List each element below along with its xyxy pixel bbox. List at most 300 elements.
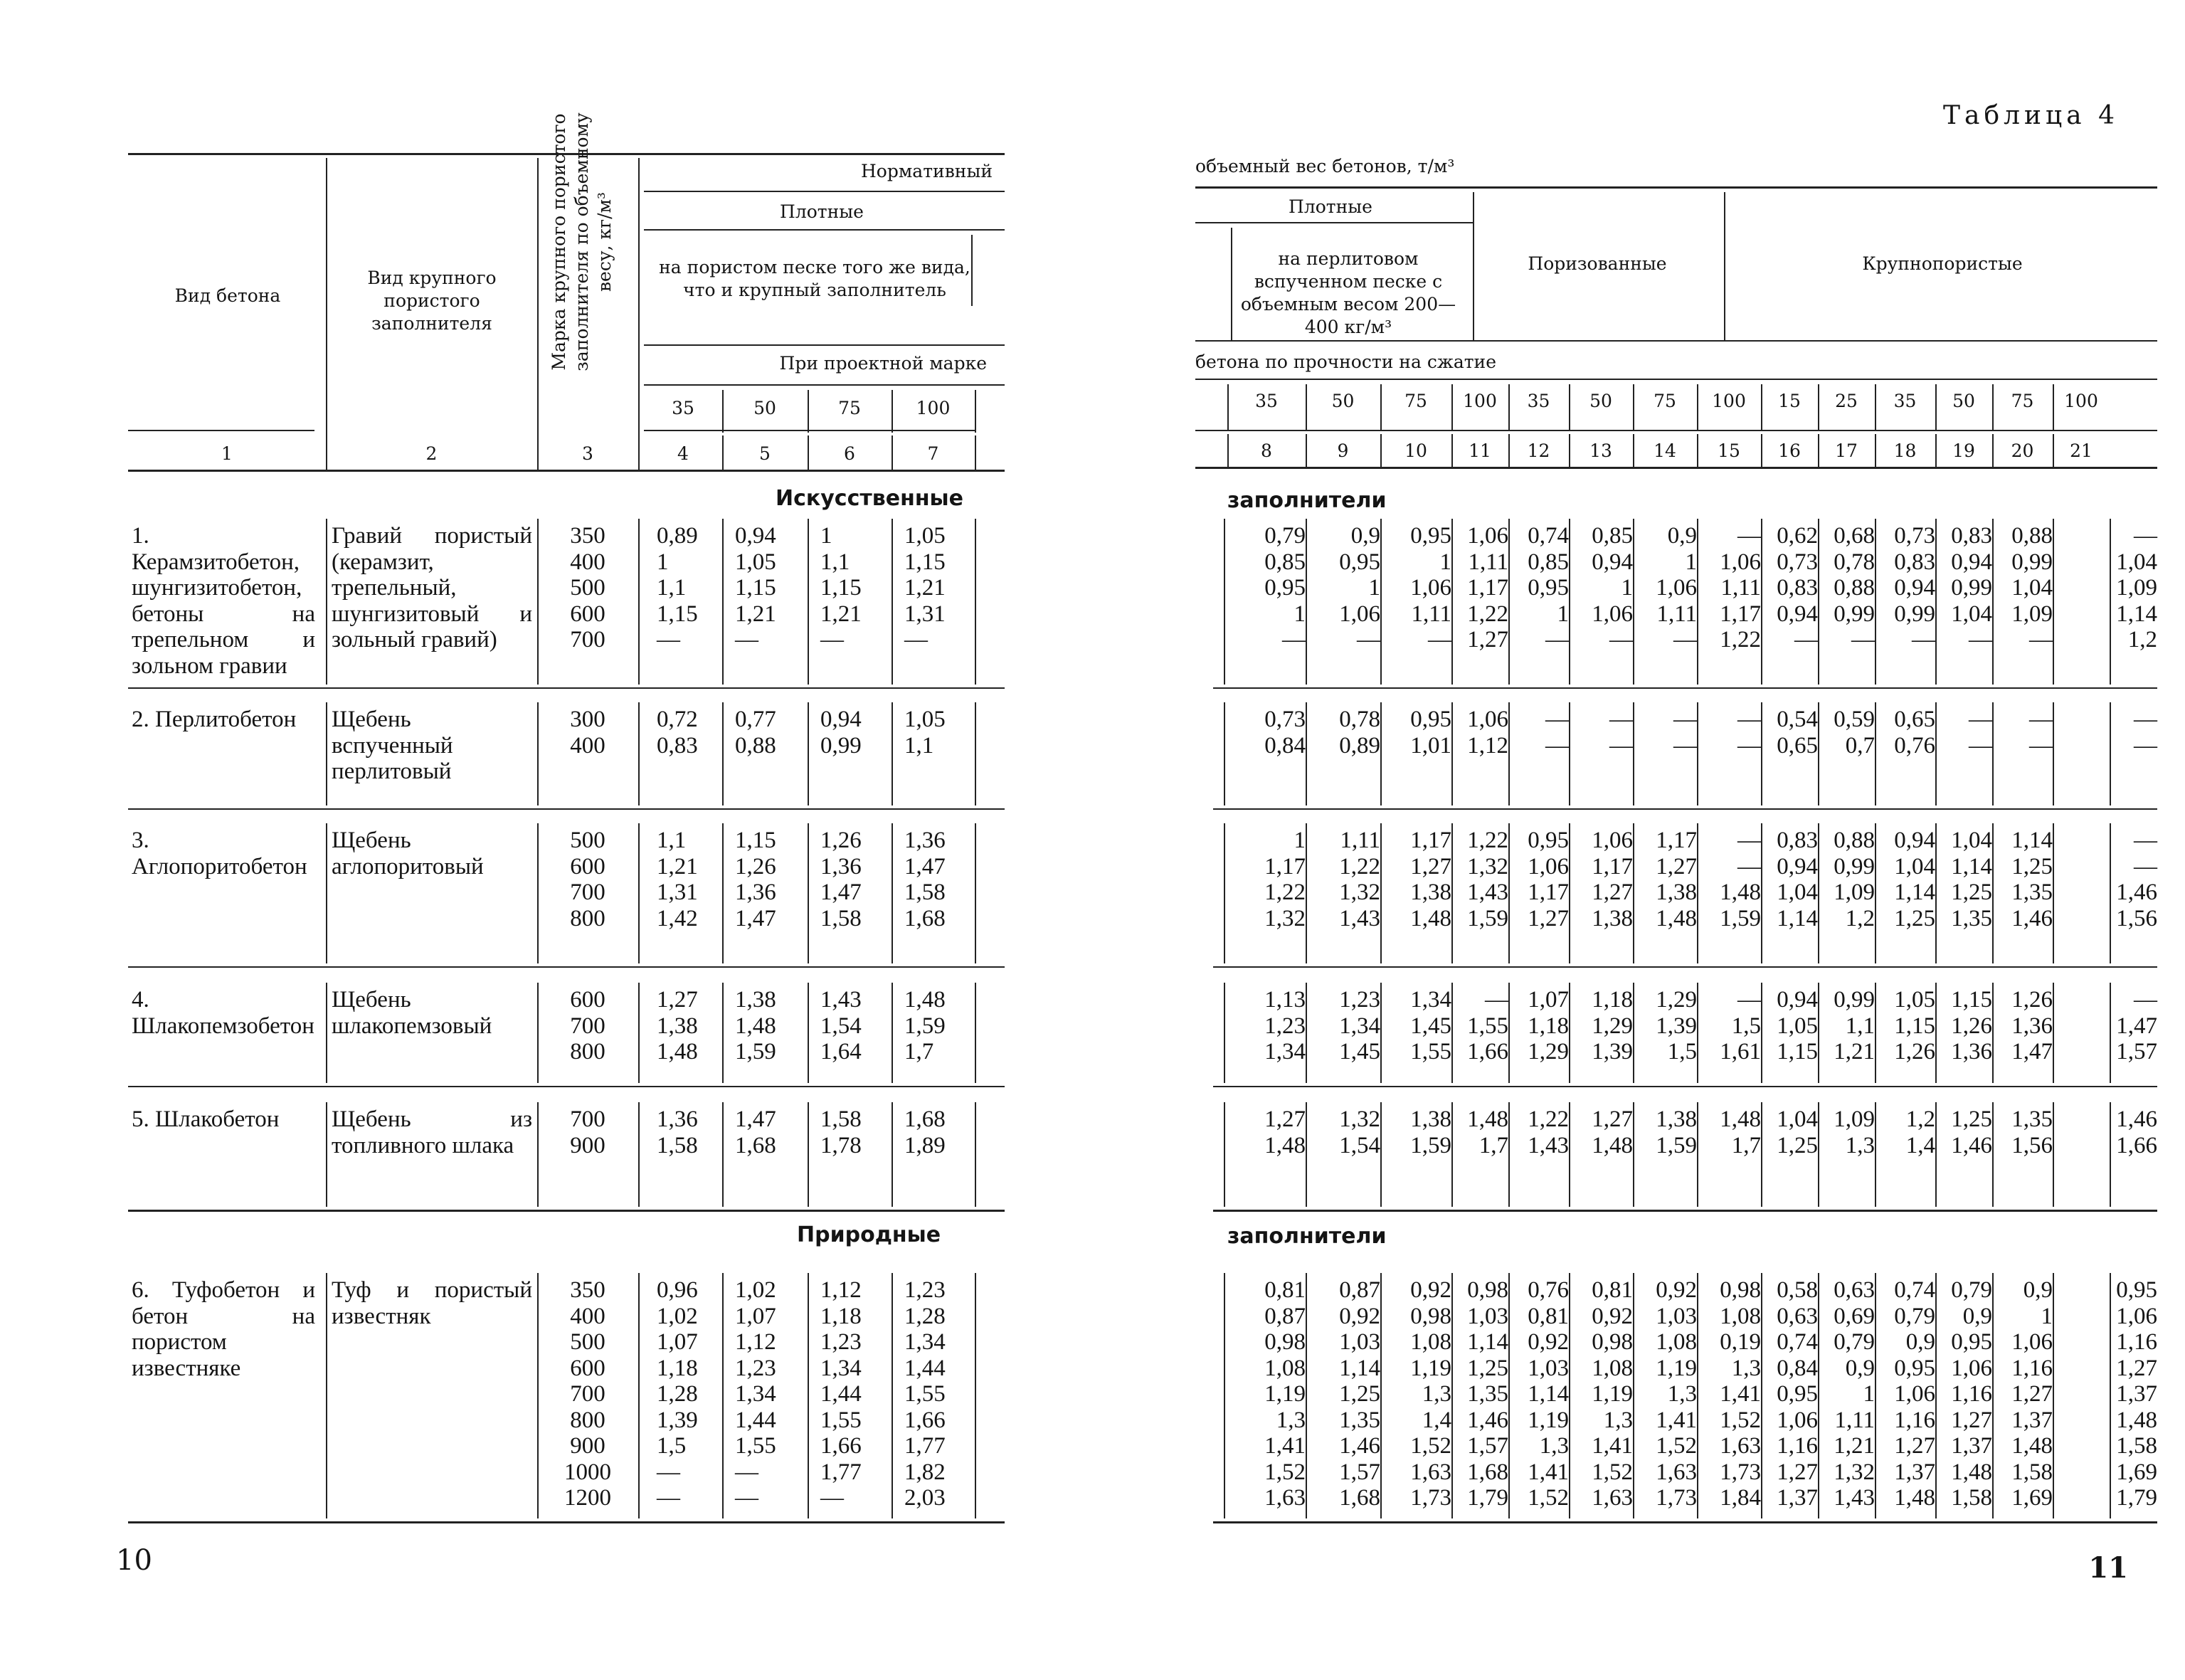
header-plotnye-right: Плотные — [1289, 196, 1372, 217]
density-value: 1,35 — [1339, 1407, 1380, 1433]
column-rule — [1697, 434, 1698, 468]
density-column — [1703, 987, 1761, 1065]
density-value: 1,29 — [1592, 1013, 1633, 1039]
mark-cell: 50 — [1331, 391, 1355, 411]
density-column — [735, 828, 808, 931]
column-rule — [638, 983, 640, 1083]
section-artificial-left: Искусственные — [776, 486, 964, 511]
density-value: 1,15 — [657, 601, 698, 627]
density-value: 1,15 — [1951, 987, 1992, 1013]
density-value: 1,19 — [1656, 1355, 1697, 1381]
density-value: 0,92 — [1339, 1303, 1380, 1329]
density-value: 0,78 — [1834, 549, 1875, 575]
column-rule — [1935, 702, 1937, 805]
column-rule — [1761, 1102, 1762, 1207]
concrete-type-name: 3. Аглопоритобетон — [132, 828, 307, 879]
density-value: 0,99 — [2011, 549, 2053, 575]
density-value: 1,1 — [657, 828, 687, 853]
column-number: 5 — [759, 443, 771, 464]
density-value: — — [2134, 853, 2157, 879]
aggregate-type-name: Туф и пористый известняк — [332, 1277, 532, 1329]
column-rule — [1224, 1102, 1225, 1207]
density-value: 0,85 — [1528, 549, 1569, 575]
density-value: 1,13 — [1264, 987, 1306, 1013]
mark-value: 350 — [570, 1277, 605, 1303]
density-value: 1,12 — [735, 1329, 776, 1355]
density-column — [735, 1106, 808, 1158]
density-value: 0,76 — [1528, 1277, 1569, 1303]
column-rule — [1697, 702, 1698, 805]
mark-cell: 35 — [672, 398, 694, 418]
table-bottom-rule — [1213, 1521, 2157, 1523]
density-column — [1575, 707, 1633, 759]
density-value: 1,16 — [2011, 1355, 2053, 1381]
density-value: 1,58 — [657, 1132, 698, 1158]
density-column — [1233, 1277, 1306, 1511]
density-column — [1880, 1277, 1935, 1511]
column-rule — [1508, 434, 1510, 468]
density-value: 1,15 — [735, 828, 776, 853]
density-value: — — [1428, 627, 1451, 653]
density-value: 1 — [820, 523, 832, 549]
density-column — [1824, 1106, 1875, 1158]
column-rule — [1818, 384, 1819, 430]
density-value: — — [1485, 987, 1508, 1013]
density-value: 1,04 — [2011, 575, 2053, 601]
density-value: 1,18 — [820, 1303, 862, 1329]
density-value: 0,83 — [1951, 523, 1992, 549]
density-value: 1,18 — [1592, 987, 1633, 1013]
column-rule — [1992, 1102, 1994, 1207]
density-value: 1,66 — [904, 1407, 946, 1433]
column-number: 16 — [1778, 440, 1801, 461]
column-rule — [1227, 434, 1229, 468]
column-rule — [808, 519, 809, 685]
density-value: 1 — [1621, 575, 1633, 601]
density-column — [1880, 828, 1935, 931]
density-value: 1,52 — [1720, 1407, 1761, 1433]
header-plotnye-left: Плотные — [780, 201, 864, 222]
density-value: 1,08 — [1656, 1329, 1697, 1355]
density-value: 1,3 — [1731, 1355, 1761, 1381]
mark-cell: 75 — [1404, 391, 1427, 411]
density-value: 1,26 — [735, 853, 776, 879]
column-number: 15 — [1718, 440, 1740, 461]
column-rule — [326, 983, 327, 1083]
column-rule — [2053, 702, 2054, 805]
density-value: 0,19 — [1720, 1329, 1761, 1355]
column-rule — [1451, 1273, 1453, 1518]
density-value: 1,27 — [2011, 1381, 2053, 1407]
density-value: 1,79 — [1467, 1485, 1508, 1511]
density-value: 0,9 — [1962, 1303, 1992, 1329]
density-value: — — [1609, 627, 1633, 653]
density-column — [1457, 828, 1508, 931]
density-value: 1,48 — [1720, 879, 1761, 905]
density-value: 1,48 — [735, 1013, 776, 1039]
density-value: — — [820, 627, 844, 653]
mark-value: 600 — [570, 853, 605, 879]
density-value: 1,19 — [1410, 1355, 1451, 1381]
density-value: 1,64 — [820, 1039, 862, 1064]
column-rule — [1992, 983, 1994, 1083]
density-value: 1,32 — [1339, 1106, 1380, 1132]
density-value: — — [1737, 707, 1761, 732]
density-value: 1,68 — [1339, 1485, 1380, 1511]
density-column — [1233, 523, 1306, 653]
density-value: 1,77 — [820, 1459, 862, 1485]
page-number-right: 11 — [2088, 1551, 2128, 1585]
density-column — [657, 523, 722, 653]
row-separator — [128, 687, 1005, 689]
density-column — [2058, 987, 2157, 1065]
column-rule — [1508, 702, 1510, 805]
density-value: 1,89 — [904, 1132, 946, 1158]
density-value: 1,22 — [1339, 853, 1380, 879]
density-column — [1514, 987, 1569, 1065]
density-value: 1,21 — [735, 601, 776, 627]
density-column — [735, 987, 808, 1065]
aggregate-type-name: Щебень шлакопемзовый — [332, 987, 492, 1039]
column-rule — [1992, 434, 1994, 468]
density-value: 1,57 — [1467, 1433, 1508, 1459]
density-value: 1,06 — [1528, 853, 1569, 879]
density-value: 1,58 — [820, 905, 862, 931]
column-rule — [722, 702, 724, 805]
density-value: 1,55 — [820, 1407, 862, 1433]
density-column — [1575, 1106, 1633, 1158]
mark-value: 400 — [570, 1303, 605, 1329]
density-column — [904, 828, 975, 931]
density-value: 1,16 — [2116, 1329, 2157, 1355]
density-value: 1 — [1685, 549, 1697, 575]
density-value: 1,52 — [1656, 1433, 1697, 1459]
column-rule — [1473, 192, 1474, 342]
density-value: — — [735, 1485, 758, 1511]
density-column — [1311, 707, 1380, 759]
density-value: 1,58 — [2011, 1459, 2053, 1485]
density-value: 1,43 — [1339, 905, 1380, 931]
column-rule — [638, 1273, 640, 1518]
density-value: 1,04 — [1951, 601, 1992, 627]
column-rule — [1761, 702, 1762, 805]
mark-values — [541, 1106, 635, 1158]
density-value: 1,15 — [1894, 1013, 1935, 1039]
density-value: 1,69 — [2116, 1459, 2157, 1485]
density-value: 1,17 — [1410, 828, 1451, 853]
density-value: 1,57 — [1339, 1459, 1380, 1485]
density-value: 1,38 — [1656, 879, 1697, 905]
column-rule — [638, 1102, 640, 1207]
density-column — [1880, 707, 1935, 759]
mark-values — [541, 828, 635, 931]
density-value: — — [1282, 627, 1306, 653]
density-column — [1998, 1106, 2053, 1158]
density-column — [1514, 1106, 1569, 1158]
density-value: — — [657, 1485, 680, 1511]
column-rule — [1875, 823, 1876, 963]
column-rule — [722, 1273, 724, 1518]
density-value: — — [1545, 707, 1569, 732]
density-value: — — [1609, 732, 1633, 759]
density-value: 1,69 — [2011, 1485, 2053, 1511]
density-value: 1,58 — [2116, 1433, 2157, 1459]
aggregate-type-name: Щебень вспученный перлитовый — [332, 707, 453, 784]
column-rule — [1633, 434, 1634, 468]
density-column — [1998, 828, 2053, 931]
density-value: 1,38 — [735, 987, 776, 1013]
density-value: 0,83 — [1777, 575, 1818, 601]
density-value: 1,21 — [1834, 1039, 1875, 1064]
column-rule — [1633, 702, 1634, 805]
mark-value: 400 — [570, 549, 605, 575]
density-value: 1,48 — [1656, 905, 1697, 931]
density-value: 0,83 — [1777, 828, 1818, 853]
density-value: 1,2 — [2127, 627, 2157, 653]
density-column — [1767, 987, 1818, 1065]
density-value: 1,44 — [820, 1381, 862, 1407]
density-value: 1,34 — [735, 1381, 776, 1407]
column-number: 9 — [1337, 440, 1349, 461]
density-value: 0,99 — [1951, 575, 1992, 601]
mark-cell: 25 — [1835, 391, 1858, 411]
column-rule — [1224, 519, 1225, 685]
column-number: 17 — [1835, 440, 1858, 461]
column-rule — [1380, 702, 1382, 805]
density-value: 0,88 — [2011, 523, 2053, 549]
column-rule — [1569, 823, 1570, 963]
density-value: 1,48 — [1264, 1132, 1306, 1158]
column-rule — [1380, 434, 1382, 468]
density-value: 0,81 — [1264, 1277, 1306, 1303]
column-rule — [722, 390, 724, 433]
mark-value: 600 — [570, 1355, 605, 1381]
mark-cell: 100 — [2064, 391, 2098, 411]
density-column — [1575, 987, 1633, 1065]
column-rule — [975, 823, 976, 963]
section-natural-left: Природные — [797, 1222, 941, 1247]
column-rule — [1818, 823, 1819, 963]
table-title: Таблица 4 — [1943, 101, 2119, 130]
density-value: 1 — [1368, 575, 1380, 601]
density-value: 1,14 — [1951, 853, 1992, 879]
column-rule — [1569, 702, 1570, 805]
column-rule — [1818, 434, 1819, 468]
density-value: 0,84 — [1264, 732, 1306, 759]
density-value: 0,73 — [1777, 549, 1818, 575]
density-value: 1,28 — [657, 1381, 698, 1407]
density-value: 1,27 — [657, 987, 698, 1013]
column-rule — [1508, 1102, 1510, 1207]
density-value: 1,31 — [904, 601, 946, 627]
density-value: 1,09 — [2116, 575, 2157, 601]
density-value: 0,96 — [657, 1277, 698, 1303]
column-rule — [1992, 823, 1994, 963]
column-rule — [1633, 983, 1634, 1083]
density-column — [820, 523, 892, 653]
density-value: 1,41 — [1528, 1459, 1569, 1485]
rule-line — [644, 384, 1005, 386]
density-value: 0,68 — [1834, 523, 1875, 549]
density-value: 1,43 — [820, 987, 862, 1013]
density-value: 0,94 — [735, 523, 776, 549]
column-rule — [892, 983, 893, 1083]
density-value: — — [1545, 732, 1569, 759]
density-column — [1941, 828, 1992, 931]
rule-line — [1195, 379, 2157, 380]
column-rule — [1992, 1273, 1994, 1518]
column-rule — [1818, 1102, 1819, 1207]
density-column — [1998, 1277, 2053, 1511]
density-value: 0,95 — [1777, 1381, 1818, 1407]
column-rule — [1818, 983, 1819, 1083]
mark-value: 300 — [570, 707, 605, 732]
density-value: 0,94 — [1894, 575, 1935, 601]
density-value: 1,05 — [1777, 1013, 1818, 1039]
density-value: 1,3 — [1603, 1407, 1633, 1433]
table-top-rule — [1195, 186, 2157, 189]
mark-value: 400 — [570, 732, 605, 759]
density-value: 1,35 — [1951, 905, 1992, 931]
density-value: 1,48 — [1467, 1106, 1508, 1132]
column-rule — [2053, 983, 2054, 1083]
column-rule — [638, 158, 640, 471]
mark-value: 900 — [570, 1132, 605, 1158]
density-value: 1,47 — [735, 905, 776, 931]
mark-value: 700 — [570, 1381, 605, 1407]
density-column — [1824, 523, 1875, 653]
density-value: — — [2134, 828, 2157, 853]
mark-cell: 50 — [1952, 391, 1975, 411]
rule-line — [644, 229, 1005, 231]
density-value: 1 — [1293, 601, 1306, 627]
density-value: 1,06 — [1656, 575, 1697, 601]
density-column — [1767, 1106, 1818, 1158]
density-value: — — [820, 1485, 844, 1511]
density-value: 1,18 — [1528, 1013, 1569, 1039]
density-value: 1,21 — [820, 601, 862, 627]
column-rule — [1761, 384, 1762, 430]
rule-line — [1195, 222, 1473, 223]
density-value: 1,39 — [657, 1407, 698, 1433]
density-value: 1,12 — [1467, 732, 1508, 759]
density-value: 1,48 — [1592, 1132, 1633, 1158]
rule-line — [644, 430, 975, 431]
density-value: 1,17 — [1528, 879, 1569, 905]
mark-value: 500 — [570, 828, 605, 853]
density-value: 1,48 — [657, 1039, 698, 1064]
density-value: 0,94 — [1777, 601, 1818, 627]
column-rule — [2110, 1102, 2111, 1207]
density-value: 0,65 — [1894, 707, 1935, 732]
density-value: 1,5 — [1667, 1039, 1697, 1064]
density-value: 1,19 — [1592, 1381, 1633, 1407]
density-value: 1,14 — [1894, 879, 1935, 905]
density-value: 0,95 — [1528, 828, 1569, 853]
aggregate-type-name: Щебень аглопоритовый — [332, 828, 484, 879]
density-column — [1233, 987, 1306, 1065]
density-value: — — [904, 627, 928, 653]
rule-line — [644, 191, 1005, 192]
density-value: 0,92 — [1410, 1277, 1451, 1303]
density-column — [820, 707, 892, 759]
density-value: 1,15 — [820, 575, 862, 601]
density-column — [1457, 707, 1508, 759]
column-rule — [1992, 702, 1994, 805]
column-rule — [326, 823, 327, 963]
mark-cell: 100 — [1463, 391, 1497, 411]
mark-cell: 50 — [753, 398, 776, 418]
density-value: 1,21 — [657, 853, 698, 879]
mark-value: 900 — [570, 1433, 605, 1459]
column-rule — [892, 823, 893, 963]
density-value: 0,7 — [1845, 732, 1875, 759]
density-value: 0,87 — [1339, 1277, 1380, 1303]
column-rule — [1508, 384, 1510, 430]
rule-line — [1195, 430, 2157, 431]
column-rule — [975, 435, 976, 470]
density-value: 1,15 — [904, 549, 946, 575]
column-rule — [537, 702, 539, 805]
density-column — [1311, 828, 1380, 931]
column-number: 19 — [1952, 440, 1975, 461]
density-value: 1,14 — [1777, 905, 1818, 931]
column-rule — [1992, 519, 1994, 685]
density-value: 0,69 — [1834, 1303, 1875, 1329]
column-number: 1 — [221, 443, 233, 464]
density-value: 1,17 — [1656, 828, 1697, 853]
density-value: 0,98 — [1467, 1277, 1508, 1303]
density-column — [1703, 523, 1761, 653]
density-column — [1457, 523, 1508, 653]
column-rule — [1697, 1102, 1698, 1207]
density-column — [1941, 987, 1992, 1065]
density-column — [1703, 1277, 1761, 1511]
density-value: 1,04 — [1777, 1106, 1818, 1132]
density-value: — — [2029, 627, 2053, 653]
header-porist-pesok: на пористом песке того же вида, что и крупный заполнитель — [659, 257, 970, 300]
density-value: 1,68 — [1467, 1459, 1508, 1485]
column-rule — [1451, 434, 1453, 468]
column-rule — [1306, 702, 1307, 805]
density-column — [1941, 1277, 1992, 1511]
mark-values — [541, 987, 635, 1065]
density-column — [2058, 1106, 2157, 1158]
column-number: 13 — [1589, 440, 1612, 461]
header-normativ: Нормативный — [861, 161, 993, 181]
density-value: 0,95 — [1410, 707, 1451, 732]
density-value: 1,55 — [904, 1381, 946, 1407]
density-column — [1880, 987, 1935, 1065]
column-rule — [2110, 983, 2111, 1083]
header-vid-betona: Вид бетона — [174, 285, 281, 306]
density-value: 0,88 — [735, 732, 776, 759]
density-value: — — [1673, 707, 1697, 732]
mark-value: 800 — [570, 1407, 605, 1433]
density-value: — — [2134, 707, 2157, 732]
density-value: 1,56 — [2011, 1132, 2053, 1158]
density-value: 1,36 — [1951, 1039, 1992, 1064]
density-value: 1,47 — [904, 853, 946, 879]
density-value: 0,99 — [1894, 601, 1935, 627]
column-rule — [1508, 983, 1510, 1083]
density-column — [1941, 707, 1992, 759]
column-rule — [1935, 983, 1937, 1083]
density-value: 1,04 — [1894, 853, 1935, 879]
column-number: 3 — [582, 443, 593, 464]
density-column — [1767, 828, 1818, 931]
density-value: 1,16 — [1894, 1407, 1935, 1433]
